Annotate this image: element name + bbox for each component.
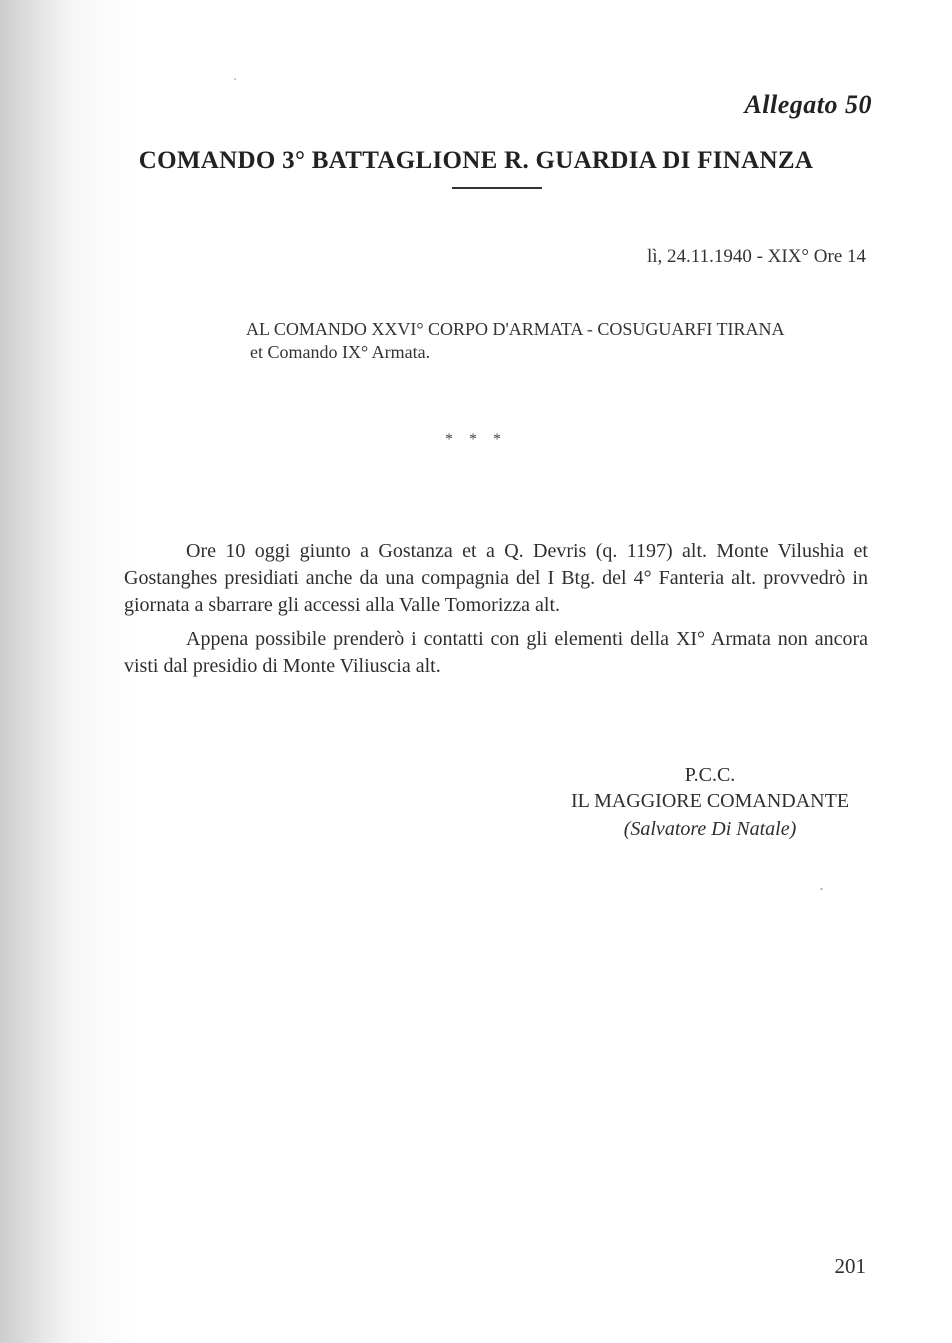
message-body [124,538,868,687]
addressee-block [246,318,785,364]
signature-pcc: P.C.C. [684,764,736,786]
paper-speck [234,78,236,80]
binding-shadow [0,0,70,1343]
signature-title: IL MAGGIORE COMANDANTE [570,790,850,812]
signature-name: (Salvatore Di Natale) [623,818,797,840]
addressee-line-2: et Comando IX° Armata. [250,342,431,362]
section-separator: * * * [445,431,507,448]
paper-speck [820,888,823,890]
date-line: lì, 24.11.1940 - XIX° Ore 14 [646,246,866,267]
annex-label: Allegato 50 [744,90,872,119]
body-paragraph-2: Appena possibile prenderò i contatti con gli elementi della XI° Armata non ancora visti dal presidio di Monte Viliuscia alt. [124,628,868,677]
addressee-line-1: AL COMANDO XXVI° CORPO D'ARMATA - COSUGUARFI TIRANA [246,319,785,339]
page-number: 201 [834,1254,866,1278]
body-paragraph-1: Ore 10 oggi giunto a Gostanza et a Q. Devris (q. 1197) alt. Monte Vilushia et Gostanghes presidiati anche da una compagnia del I Btg. del 4° Fanteria alt. provvedrò in giornata a sbarrare gli accessi alla Valle Tomorizza alt. [124,540,868,616]
document-heading: COMANDO 3° BATTAGLIONE R. GUARDIA DI FINANZA [138,147,814,174]
heading-underline [452,187,542,189]
